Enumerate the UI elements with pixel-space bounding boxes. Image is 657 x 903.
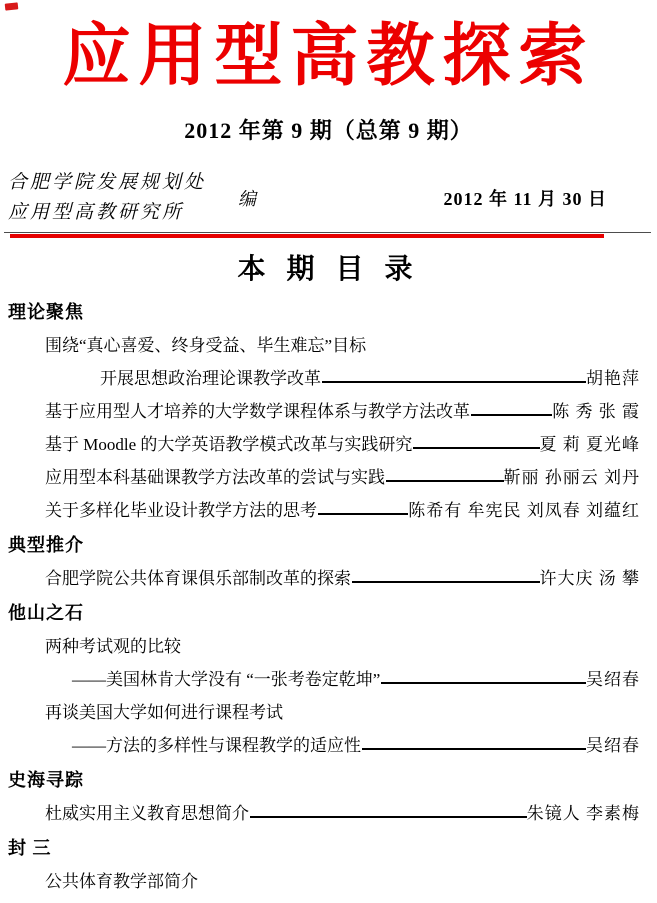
section-heading: 他山之石 — [8, 603, 84, 623]
publish-date: 2012 年 11 月 30 日 — [443, 189, 607, 209]
entry-title-text: 基于应用型人才培养的大学数学课程体系与教学方法改革 — [45, 402, 470, 421]
entry-authors: 吴绍春 — [586, 736, 640, 755]
dash-leader-line — [250, 816, 527, 818]
toc-section — [0, 534, 657, 589]
entry-authors: 陈 秀 张 霞 — [552, 402, 640, 421]
toc-entry-line — [45, 501, 640, 521]
toc-entry-line — [45, 468, 640, 488]
publisher-line-1: 合肥学院发展规划处 — [8, 172, 207, 193]
section-heading: 理论聚焦 — [8, 302, 84, 322]
entry-title-text: 开展思想政治理论课教学改革 — [100, 369, 321, 388]
toc-entry-line — [45, 336, 640, 356]
entry-authors: 许大庆 汤 攀 — [539, 569, 640, 588]
publisher-block — [8, 168, 206, 228]
entry-title-text: 基于 Moodle 的大学英语教学模式改革与实践研究 — [45, 435, 413, 454]
entry-title-text: ——美国林肯大学没有 “一张考卷定乾坤” — [72, 670, 381, 689]
entry-title-text: 围绕“真心喜爱、终身受益、毕生难忘”目标 — [45, 336, 367, 355]
dash-leader-line — [352, 581, 540, 583]
publisher-line-2: 应用型高教研究所 — [8, 202, 185, 223]
dash-leader-line — [362, 748, 586, 750]
toc-entry-line — [45, 872, 640, 892]
dash-leader-line — [322, 381, 586, 383]
section-heading: 典型推介 — [8, 535, 84, 555]
toc-entry-line — [72, 736, 640, 756]
entry-title-text: 公共体育教学部简介 — [45, 872, 198, 891]
toc-section — [0, 602, 657, 756]
toc-title: 本 期 目 录 — [237, 254, 420, 285]
editor-label: 编 — [238, 189, 257, 209]
entry-title-text: 杜威实用主义教育思想简介 — [45, 804, 249, 823]
toc-section — [0, 301, 657, 521]
entry-authors: 靳丽 孙丽云 刘丹 — [503, 468, 640, 487]
section-heading: 封 三 — [8, 838, 52, 858]
publisher-row — [8, 168, 649, 228]
dash-leader-line — [381, 682, 586, 684]
entry-title-text: 关于多样化毕业设计教学方法的思考 — [45, 501, 317, 520]
dash-leader-line — [318, 513, 408, 515]
section-heading: 史海寻踪 — [8, 770, 84, 790]
entry-title-text: ——方法的多样性与课程教学的适应性 — [72, 736, 361, 755]
issue-line: 2012 年第 9 期（总第 9 期） — [184, 118, 473, 143]
header-rule-red-line — [10, 234, 604, 238]
toc-entry-line — [45, 435, 640, 455]
toc-entry-line — [45, 703, 640, 723]
toc-sections — [0, 301, 657, 892]
journal-title: 应用型高教探索 — [62, 18, 595, 94]
toc-section — [0, 837, 657, 892]
entry-title-text: 应用型本科基础课教学方法改革的尝试与实践 — [45, 468, 385, 487]
toc-entry-line — [45, 804, 640, 824]
dash-leader-line — [471, 414, 552, 416]
toc-entry-line — [45, 402, 640, 422]
toc-entry-line — [45, 569, 640, 589]
dash-leader-line — [413, 447, 539, 449]
corner-red-mark — [5, 2, 19, 10]
toc-entry-line — [45, 637, 640, 657]
header-rule — [0, 232, 657, 238]
toc-section — [0, 769, 657, 824]
entry-authors: 胡艳萍 — [586, 369, 640, 388]
entry-authors: 吴绍春 — [586, 670, 640, 689]
entry-title-text: 再谈美国大学如何进行课程考试 — [45, 703, 283, 722]
header-rule-thin-line — [4, 232, 651, 233]
entry-title-text: 两种考试观的比较 — [45, 637, 181, 656]
entry-authors: 朱镜人 李素梅 — [526, 804, 640, 823]
toc-entry-line — [100, 369, 640, 389]
entry-authors: 陈希有 牟宪民 刘凤春 刘蕴红 — [408, 501, 640, 520]
entry-authors: 夏 莉 夏光峰 — [539, 435, 640, 454]
toc-entry-line — [72, 670, 640, 690]
dash-leader-line — [386, 480, 504, 482]
entry-title-text: 合肥学院公共体育课俱乐部制改革的探索 — [45, 569, 351, 588]
